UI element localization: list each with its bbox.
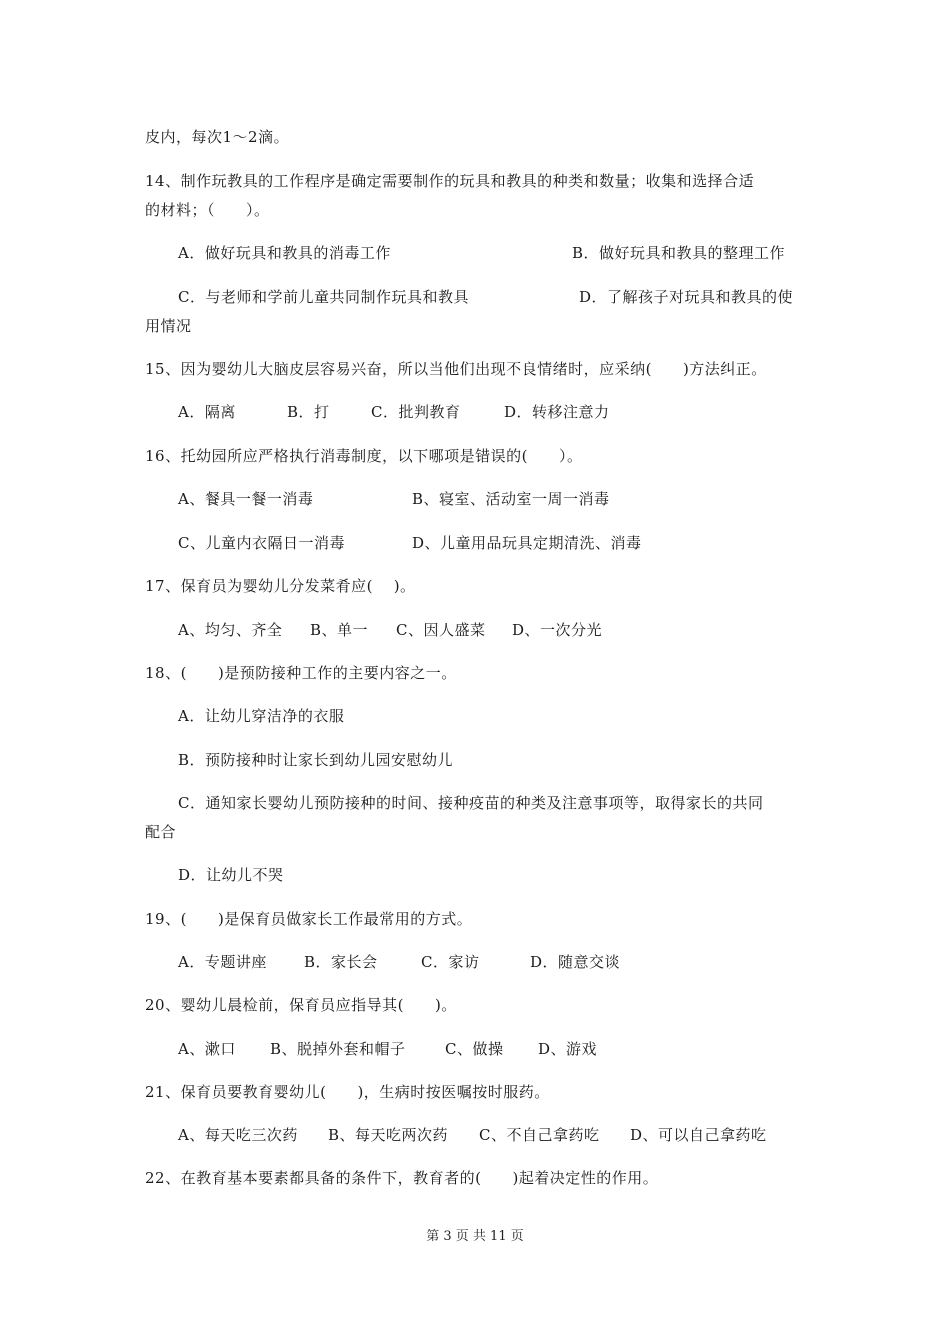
- option-b: B、寝室、活动室一周一消毒: [412, 490, 610, 508]
- option-c: C．家访: [421, 953, 480, 971]
- option-c: C．通知家长婴幼儿预防接种的时间、接种疫苗的种类及注意事项等，取得家长的共同: [178, 794, 764, 812]
- option-d: D、儿童用品玩具定期清洗、消毒: [412, 534, 642, 552]
- option-c-cont: 配合: [145, 823, 177, 841]
- option-a: A．专题讲座: [178, 953, 267, 971]
- question-21: 21、保育员要教育婴幼儿( )，生病时按医嘱按时服药。: [145, 1083, 550, 1101]
- option-b: B．打: [287, 403, 330, 421]
- option-c: C．与老师和学前儿童共同制作玩具和教具: [178, 288, 469, 306]
- option-b: B、每天吃两次药: [328, 1126, 449, 1144]
- option-c: C．批判教育: [371, 403, 461, 421]
- option-d: D．让幼儿不哭: [178, 866, 284, 884]
- option-a: A、餐具一餐一消毒: [178, 490, 314, 508]
- option-a: A、均匀、齐全: [178, 621, 283, 639]
- option-d: D．转移注意力: [504, 403, 610, 421]
- question-17: 17、保育员为婴幼儿分发菜肴应( )。: [145, 577, 416, 595]
- option-c: C、儿童内衣隔日一消毒: [178, 534, 345, 552]
- option-d: D、游戏: [538, 1040, 598, 1058]
- page-footer: 第 3 页 共 11 页: [426, 1229, 524, 1244]
- option-c: C、因人盛菜: [396, 621, 486, 639]
- option-d: D、可以自己拿药吃: [630, 1126, 767, 1144]
- question-19: 19、( )是保育员做家长工作最常用的方式。: [145, 910, 473, 928]
- option-b: B．预防接种时让家长到幼儿园安慰幼儿: [178, 751, 454, 769]
- option-a: A．让幼儿穿洁净的衣服: [178, 707, 345, 725]
- option-b: B．做好玩具和教具的整理工作: [572, 244, 786, 262]
- option-c: C、做操: [445, 1040, 504, 1058]
- option-d: D．了解孩子对玩具和教具的使: [579, 288, 794, 306]
- question-16: 16、托幼园所应严格执行消毒制度，以下哪项是错误的( ）。: [145, 447, 583, 465]
- question-14-cont: 的材料；（ ）。: [145, 201, 270, 219]
- question-22: 22、在教育基本要素都具备的条件下，教育者的( )起着决定性的作用。: [145, 1169, 659, 1187]
- option-d: D．随意交谈: [530, 953, 621, 971]
- question-20: 20、婴幼儿晨检前，保育员应指导其( )。: [145, 996, 457, 1014]
- text-line: 皮内，每次1～2滴。: [145, 128, 290, 146]
- option-a: A．做好玩具和教具的消毒工作: [178, 244, 391, 262]
- option-a: A、漱口: [178, 1040, 236, 1058]
- option-c: C、不自己拿药吃: [479, 1126, 600, 1144]
- option-d: D、一次分光: [512, 621, 603, 639]
- option-d-cont: 用情况: [145, 317, 192, 335]
- option-a: A．隔离: [178, 403, 236, 421]
- question-18: 18、( )是预防接种工作的主要内容之一。: [145, 664, 457, 682]
- option-b: B．家长会: [304, 953, 378, 971]
- question-15: 15、因为婴幼儿大脑皮层容易兴奋，所以当他们出现不良情绪时，应采纳( )方法纠正。: [145, 360, 767, 378]
- question-14: 14、制作玩教具的工作程序是确定需要制作的玩具和教具的种类和数量；收集和选择合适: [145, 172, 755, 190]
- option-b: B、脱掉外套和帽子: [270, 1040, 406, 1058]
- option-a: A、每天吃三次药: [178, 1126, 298, 1144]
- option-b: B、单一: [310, 621, 369, 639]
